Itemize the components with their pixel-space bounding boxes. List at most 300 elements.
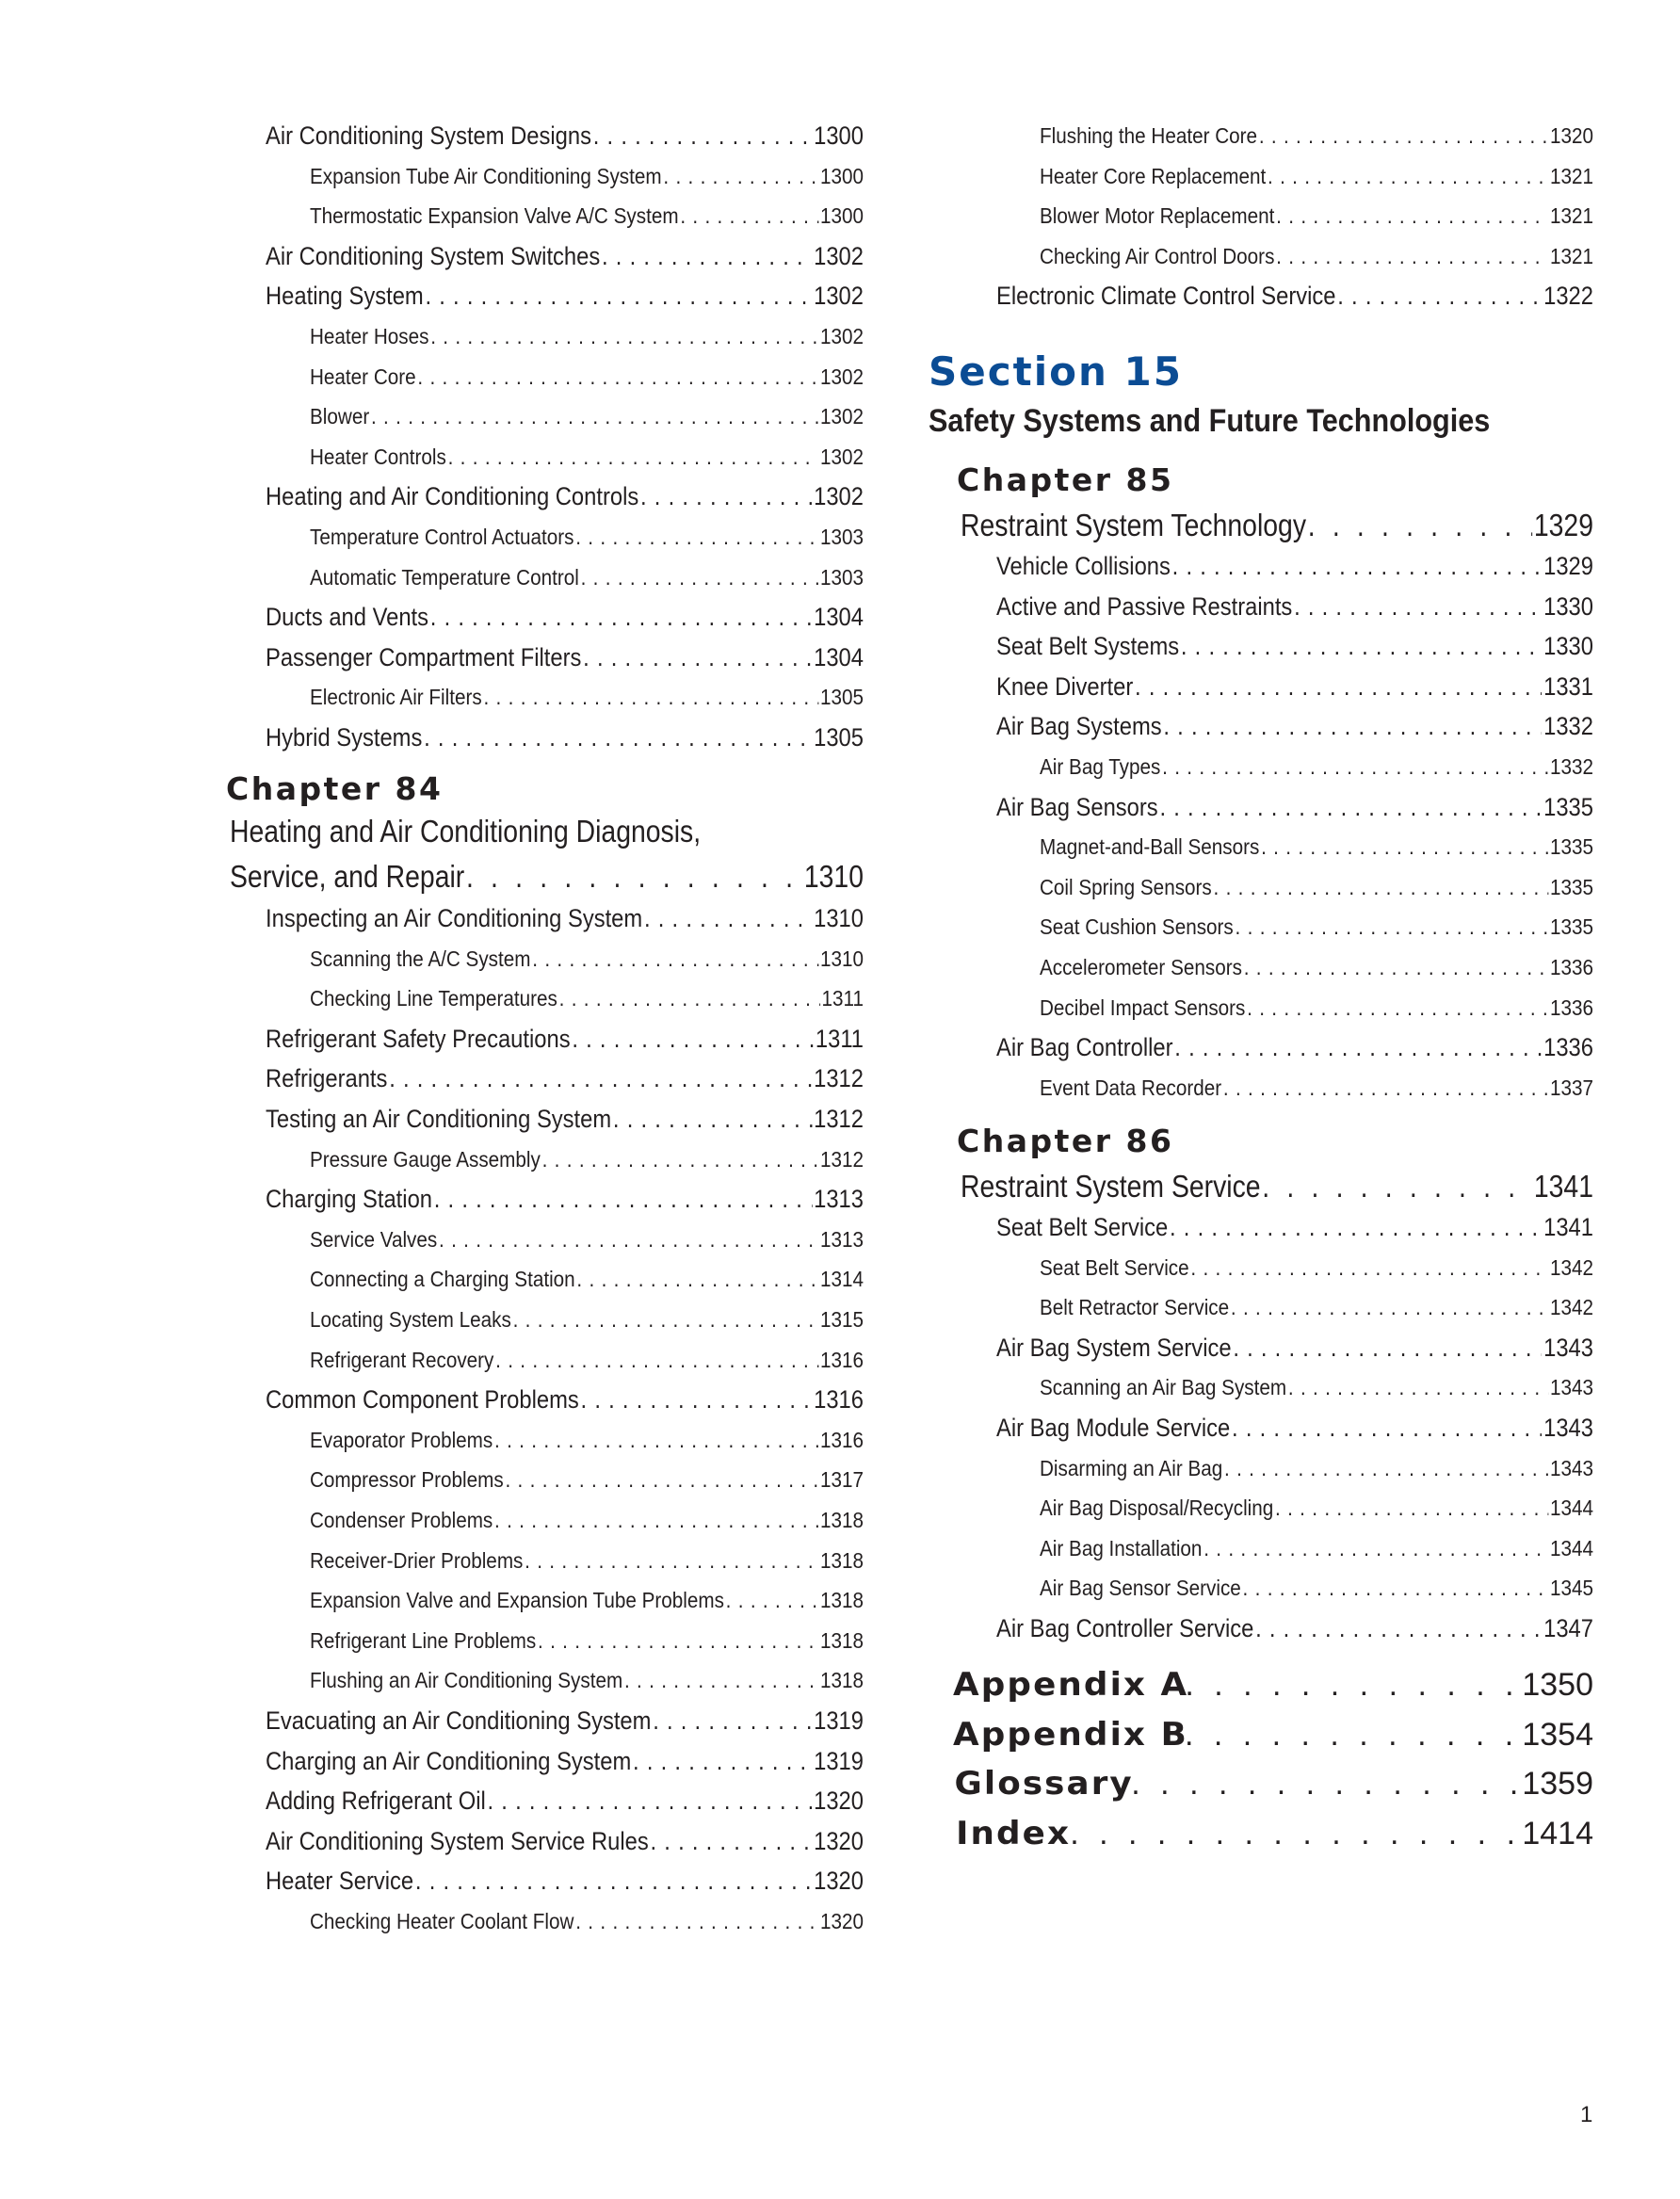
toc-entry-title: Checking Heater Coolant Flow	[310, 1909, 574, 1933]
toc-entry[interactable]	[310, 1340, 864, 1380]
toc-entry[interactable]	[1040, 196, 1593, 235]
toc-entry-page: 1318	[819, 1627, 864, 1653]
dot-leader	[1185, 1715, 1520, 1754]
back-matter-appendix-a[interactable]	[953, 1665, 1593, 1705]
toc-entry-page: 1320	[814, 1867, 864, 1896]
toc-entry[interactable]	[310, 1420, 864, 1460]
toc-entry-page: 1320	[1549, 123, 1593, 148]
toc-entry[interactable]	[996, 787, 1593, 827]
dot-leader	[1163, 706, 1542, 746]
toc-entry-page: 1329	[1543, 552, 1593, 580]
toc-entry[interactable]	[266, 1701, 864, 1740]
dot-leader	[633, 1741, 812, 1781]
toc-entry-title: Receiver-Drier Problems	[310, 1547, 524, 1573]
toc-entry-page: 1337	[1549, 1075, 1593, 1100]
back-matter-glossary[interactable]	[954, 1764, 1593, 1803]
toc-entry[interactable]	[310, 1500, 864, 1540]
toc-entry-title: Scanning an Air Bag System	[1040, 1375, 1287, 1400]
dot-leader	[488, 1781, 813, 1820]
toc-entry-title: Evaporator Problems	[310, 1427, 493, 1452]
toc-entry-title: Heater Service	[266, 1867, 414, 1896]
dot-leader	[532, 939, 818, 978]
dot-leader	[494, 1500, 818, 1540]
toc-entry-title: Electronic Air Filters	[310, 685, 482, 710]
dot-leader	[1268, 156, 1548, 196]
toc-entry[interactable]	[266, 1019, 864, 1059]
dot-leader	[495, 1340, 818, 1380]
dot-leader	[1174, 1027, 1542, 1067]
toc-entry-page: 1336	[1549, 994, 1593, 1020]
dot-leader	[542, 1140, 819, 1179]
toc-entry[interactable]	[1040, 1568, 1593, 1608]
toc-entry-page: 1345	[1549, 1576, 1593, 1601]
chapter-85-heading: Chapter 85	[957, 461, 1174, 498]
toc-entry-page: 1347	[1543, 1614, 1593, 1642]
toc-entry-title: Expansion Valve and Expansion Tube Problems	[310, 1588, 724, 1613]
toc-entry-title: Active and Passive Restraints	[996, 591, 1293, 621]
toc-entry[interactable]	[266, 1380, 864, 1419]
toc-entry-title: Evacuating an Air Conditioning System	[266, 1706, 652, 1735]
dot-leader	[1276, 196, 1548, 235]
toc-entry[interactable]	[310, 1580, 864, 1620]
dot-leader	[593, 116, 813, 155]
toc-entry-title: Coil Spring Sensors	[1040, 874, 1212, 899]
toc-entry-title: Ducts and Vents	[266, 603, 429, 632]
section-15-title: Safety Systems and Future Technologies	[929, 403, 1491, 439]
toc-entry-title: Air Bag System Service	[996, 1333, 1232, 1362]
toc-entry-page: 1303	[819, 564, 864, 590]
toc-entry-page: 1320	[814, 1826, 864, 1855]
toc-entry-title: Blower Motor Replacement	[1040, 203, 1275, 229]
dot-leader	[439, 1220, 818, 1259]
toc-entry-page: 1350	[1522, 1667, 1593, 1703]
dot-leader	[1244, 947, 1549, 987]
dot-leader	[575, 1901, 818, 1941]
toc-entry-page: 1304	[814, 603, 864, 632]
toc-entry-title: Decibel Impact Sensors	[1040, 994, 1246, 1020]
toc-entry-title: Refrigerants	[266, 1064, 388, 1093]
toc-entry[interactable]	[310, 677, 864, 717]
toc-entry[interactable]	[310, 978, 864, 1018]
toc-entry-title: Electronic Climate Control Service	[996, 282, 1336, 311]
toc-entry-page: 1332	[1543, 712, 1593, 741]
toc-entry-title: Heater Core	[310, 364, 416, 389]
toc-entry-title: Pressure Gauge Assembly	[310, 1146, 541, 1172]
toc-entry-page: 1321	[1549, 243, 1593, 268]
dot-leader	[613, 1099, 812, 1139]
toc-entry-page: 1330	[1543, 591, 1593, 621]
toc-entry-page: 1335	[1549, 834, 1593, 860]
toc-entry-title: Passenger Compartment Filters	[266, 642, 582, 671]
dot-leader	[1190, 1248, 1548, 1287]
dot-leader	[640, 477, 812, 516]
toc-entry-page: 1302	[819, 324, 864, 348]
dot-leader	[644, 898, 812, 938]
toc-entry[interactable]	[1040, 156, 1593, 196]
dot-leader	[430, 597, 813, 637]
dot-leader	[1236, 907, 1549, 946]
toc-entry-page: 1342	[1549, 1254, 1593, 1280]
section-15-heading: Section 15	[929, 348, 1183, 395]
toc-entry[interactable]	[266, 276, 864, 315]
dot-leader	[1276, 236, 1548, 276]
toc-entry-page: 1342	[1549, 1295, 1593, 1320]
toc-entry[interactable]	[1040, 1248, 1593, 1287]
toc-entry[interactable]	[310, 1621, 864, 1660]
toc-entry-title: Seat Belt Service	[996, 1213, 1169, 1241]
toc-entry-page: 1354	[1522, 1716, 1593, 1753]
toc-entry-page: 1318	[819, 1508, 864, 1532]
toc-entry[interactable]	[310, 1901, 864, 1941]
page-number: 1	[1580, 2102, 1593, 2127]
toc-entry-page: 1320	[819, 1909, 864, 1933]
toc-entry[interactable]	[310, 196, 864, 235]
dot-leader	[1185, 1665, 1520, 1705]
toc-entry-page: 1319	[814, 1746, 864, 1775]
toc-entry-page: 1305	[819, 685, 864, 710]
toc-entry[interactable]	[1040, 988, 1593, 1027]
toc-entry[interactable]	[1040, 827, 1593, 866]
toc-entry[interactable]	[310, 396, 864, 436]
toc-entry-page: 1302	[814, 241, 864, 270]
toc-entry-title: Refrigerant Recovery	[310, 1347, 494, 1372]
toc-entry[interactable]	[996, 276, 1593, 315]
toc-entry[interactable]	[996, 546, 1593, 586]
toc-entry-page: 1310	[814, 904, 864, 932]
toc-entry-page: 1314	[819, 1267, 864, 1292]
dot-leader	[1223, 1068, 1548, 1108]
toc-entry-title: Air Bag Module Service	[996, 1414, 1231, 1442]
dot-leader	[581, 558, 819, 597]
dot-leader	[1243, 1568, 1549, 1608]
toc-entry[interactable]	[1040, 1488, 1593, 1528]
toc-entry-title: Appendix B	[953, 1715, 1188, 1754]
dot-leader	[1288, 1367, 1548, 1407]
toc-entry-title: Index	[956, 1814, 1072, 1852]
toc-entry-page: 1332	[1549, 754, 1593, 779]
toc-entry-title: Air Bag Disposal/Recycling	[1040, 1496, 1274, 1521]
toc-entry-page: 1316	[814, 1385, 864, 1415]
toc-entry[interactable]	[266, 638, 864, 677]
toc-entry-page: 1336	[1549, 955, 1593, 979]
toc-entry-page: 1305	[814, 723, 864, 752]
toc-entry[interactable]	[1040, 907, 1593, 946]
dot-leader	[505, 1460, 818, 1499]
toc-entry-title: Air Conditioning System Switches	[266, 241, 601, 270]
toc-entry-title: Glossary	[954, 1765, 1134, 1803]
toc-entry[interactable]	[266, 1741, 864, 1781]
toc-entry[interactable]	[1040, 116, 1593, 155]
toc-entry-page: 1310	[803, 859, 864, 894]
toc-entry[interactable]	[266, 718, 864, 757]
toc-entry[interactable]	[996, 1408, 1593, 1447]
toc-entry[interactable]	[266, 1781, 864, 1820]
dot-leader	[415, 1861, 812, 1900]
toc-entry[interactable]	[996, 587, 1593, 626]
toc-entry-title: Refrigerant Safety Precautions	[266, 1024, 571, 1053]
toc-entry[interactable]	[1040, 947, 1593, 987]
dot-leader	[1070, 1814, 1520, 1853]
dot-leader	[513, 1300, 819, 1339]
toc-entry-page: 1343	[1543, 1333, 1593, 1362]
toc-entry-title: Connecting a Charging Station	[310, 1267, 575, 1292]
toc-entry[interactable]	[996, 706, 1593, 746]
dot-leader	[1231, 1287, 1548, 1327]
toc-entry-page: 1318	[819, 1547, 864, 1573]
toc-entry[interactable]	[310, 517, 864, 557]
toc-entry[interactable]	[310, 1259, 864, 1299]
dot-leader	[663, 156, 818, 196]
dot-leader	[572, 1019, 814, 1059]
dot-leader	[1170, 1207, 1542, 1247]
dot-leader	[1275, 1488, 1548, 1528]
toc-entry-page: 1312	[814, 1105, 864, 1133]
toc-entry-page: 1343	[1549, 1375, 1593, 1400]
toc-entry-page: 1302	[819, 404, 864, 429]
toc-entry-title: Common Component Problems	[266, 1385, 579, 1415]
dot-leader	[1261, 827, 1548, 866]
toc-entry-title: Service, and Repair	[230, 859, 465, 894]
toc-entry-page: 1344	[1549, 1496, 1593, 1521]
dot-leader	[1181, 626, 1542, 666]
toc-entry-title: Air Bag Controller	[996, 1033, 1173, 1062]
dot-leader	[583, 638, 812, 677]
toc-entry[interactable]	[1040, 236, 1593, 276]
toc-entry-page: 1315	[819, 1307, 864, 1332]
toc-entry-title: Heating and Air Conditioning Controls	[266, 482, 639, 511]
toc-entry-page: 1318	[819, 1668, 864, 1693]
dot-leader	[425, 276, 812, 315]
toc-entry[interactable]	[996, 1328, 1593, 1367]
dot-leader	[602, 236, 812, 276]
toc-entry-page: 1303	[819, 525, 864, 549]
toc-entry[interactable]	[310, 1140, 864, 1179]
dot-leader	[1294, 587, 1542, 626]
toc-entry-page: 1313	[814, 1185, 864, 1214]
toc-entry-title: Air Conditioning System Service Rules	[266, 1826, 649, 1855]
toc-entry-page: 1312	[814, 1064, 864, 1093]
dot-leader	[1255, 1609, 1542, 1648]
dot-leader	[417, 357, 818, 396]
dot-leader	[1159, 787, 1542, 827]
toc-entry-page: 1341	[1543, 1213, 1593, 1241]
toc-entry-page: 1318	[819, 1588, 864, 1613]
toc-entry[interactable]	[310, 437, 864, 477]
toc-entry-title: Heater Core Replacement	[1040, 163, 1267, 188]
toc-entry-page: 1335	[1543, 792, 1593, 821]
toc-entry-title: Expansion Tube Air Conditioning System	[310, 163, 662, 188]
toc-entry-title: Air Conditioning System Designs	[266, 121, 592, 150]
toc-entry[interactable]	[996, 1609, 1593, 1648]
dot-leader	[525, 1541, 818, 1580]
toc-entry-title: Blower	[310, 404, 370, 429]
toc-entry-page: 1300	[814, 121, 864, 150]
dot-leader	[1224, 1448, 1548, 1488]
dot-leader	[680, 196, 818, 235]
toc-entry-title: Knee Diverter	[996, 671, 1134, 701]
toc-entry[interactable]	[1040, 1068, 1593, 1108]
toc-entry-page: 1312	[819, 1146, 864, 1172]
toc-entry[interactable]	[310, 1660, 864, 1700]
toc-entry-title: Air Bag Sensors	[996, 792, 1158, 821]
toc-entry[interactable]	[266, 1821, 864, 1861]
toc-entry-title: Appendix A	[953, 1666, 1189, 1704]
dot-leader	[624, 1660, 818, 1700]
toc-entry-page: 1343	[1549, 1455, 1593, 1480]
dot-leader	[1308, 506, 1532, 545]
dot-leader	[726, 1580, 819, 1620]
toc-entry-page: 1331	[1543, 671, 1593, 701]
toc-entry-title: Condenser Problems	[310, 1508, 493, 1532]
chapter-86-heading: Chapter 86	[957, 1123, 1174, 1159]
toc-entry[interactable]	[310, 156, 864, 196]
toc-entry[interactable]	[266, 1059, 864, 1098]
toc-entry-title: Restraint System Technology	[961, 508, 1307, 542]
toc-entry-page: 1329	[1533, 508, 1593, 542]
toc-entry-title: Seat Cushion Sensors	[1040, 914, 1234, 940]
toc-entry-page: 1319	[814, 1706, 864, 1735]
back-matter-index[interactable]	[956, 1814, 1593, 1853]
toc-entry-title: Checking Line Temperatures	[310, 986, 557, 1011]
toc-entry[interactable]	[1040, 1287, 1593, 1327]
toc-entry-page: 1311	[821, 986, 864, 1011]
dot-leader	[559, 978, 820, 1018]
chapter-84-title[interactable]	[230, 857, 864, 897]
dot-leader	[1162, 747, 1548, 786]
toc-entry[interactable]	[310, 1300, 864, 1339]
toc-entry-title: Flushing the Heater Core	[1040, 123, 1258, 148]
toc-entry-title: Heater Controls	[310, 444, 446, 469]
dot-leader	[576, 1259, 818, 1299]
toc-entry[interactable]	[266, 1861, 864, 1900]
toc-entry[interactable]	[996, 1207, 1593, 1247]
toc-entry[interactable]	[310, 939, 864, 978]
toc-entry-page: 1335	[1549, 874, 1593, 899]
dot-leader	[538, 1621, 818, 1660]
toc-entry[interactable]	[266, 477, 864, 516]
toc-entry-page: 1302	[814, 282, 864, 311]
dot-leader	[1131, 1764, 1520, 1803]
toc-entry-title: Checking Air Control Doors	[1040, 243, 1275, 268]
dot-leader	[430, 316, 818, 356]
chapter-84-heading: Chapter 84	[226, 770, 444, 807]
toc-entry-title: Inspecting an Air Conditioning System	[266, 904, 643, 932]
toc-entry[interactable]	[266, 1099, 864, 1139]
dot-leader	[466, 857, 802, 897]
toc-entry[interactable]	[1040, 1528, 1593, 1568]
dot-leader	[1337, 276, 1542, 315]
dot-leader	[653, 1701, 812, 1740]
toc-entry[interactable]	[310, 1220, 864, 1259]
toc-entry-title: Seat Belt Service	[1040, 1254, 1189, 1280]
dot-leader	[434, 1179, 813, 1219]
toc-entry[interactable]	[310, 357, 864, 396]
dot-leader	[1232, 1408, 1542, 1447]
back-matter-appendix-b[interactable]	[953, 1715, 1593, 1754]
toc-entry-page: 1322	[1543, 282, 1593, 311]
toc-entry-title: Scanning the A/C System	[310, 946, 531, 971]
toc-entry[interactable]	[1040, 867, 1593, 907]
toc-entry-page: 1344	[1549, 1535, 1593, 1560]
dot-leader	[650, 1821, 812, 1861]
toc-entry-page: 1317	[819, 1467, 864, 1493]
dot-leader	[1214, 867, 1549, 907]
toc-entry-page: 1302	[814, 482, 864, 511]
dot-leader	[1233, 1328, 1542, 1367]
toc-entry-page: 1300	[819, 203, 864, 229]
toc-entry[interactable]	[1040, 1367, 1593, 1407]
toc-entry-page: 1316	[819, 1347, 864, 1372]
chapter-86-title[interactable]	[961, 1167, 1593, 1206]
toc-entry[interactable]	[266, 898, 864, 938]
toc-entry[interactable]	[996, 626, 1593, 666]
toc-entry[interactable]	[266, 116, 864, 155]
toc-entry-title: Heating System	[266, 282, 424, 311]
toc-entry-title: Flushing an Air Conditioning System	[310, 1668, 623, 1693]
chapter-84-title-line1: Heating and Air Conditioning Diagnosis,	[230, 814, 702, 849]
dot-leader	[371, 396, 818, 436]
toc-entry[interactable]	[1040, 747, 1593, 786]
toc-entry-title: Charging Station	[266, 1185, 433, 1214]
toc-entry[interactable]	[996, 1027, 1593, 1067]
toc-entry-page: 1359	[1522, 1766, 1593, 1803]
toc-entry-title: Air Bag Systems	[996, 712, 1162, 741]
toc-entry-page: 1330	[1543, 632, 1593, 661]
dot-leader	[494, 1420, 818, 1460]
toc-entry-title: Belt Retractor Service	[1040, 1295, 1230, 1320]
toc-entry[interactable]	[1040, 1448, 1593, 1488]
toc-entry-title: Disarming an Air Bag	[1040, 1455, 1223, 1480]
toc-entry[interactable]	[266, 1179, 864, 1219]
toc-entry-title: Seat Belt Systems	[996, 632, 1180, 661]
toc-entry[interactable]	[310, 316, 864, 356]
toc-entry[interactable]	[996, 667, 1593, 706]
dot-leader	[1259, 116, 1548, 155]
toc-entry-title: Refrigerant Line Problems	[310, 1627, 537, 1653]
toc-entry-title: Temperature Control Actuators	[310, 525, 574, 549]
toc-entry-title: Air Bag Sensor Service	[1040, 1576, 1241, 1601]
toc-entry-title: Air Bag Installation	[1040, 1535, 1203, 1560]
toc-entry-title: Compressor Problems	[310, 1467, 504, 1493]
toc-entry-page: 1321	[1549, 203, 1593, 229]
toc-entry-page: 1316	[819, 1427, 864, 1452]
toc-entry[interactable]	[310, 1460, 864, 1499]
toc-entry-page: 1343	[1543, 1414, 1593, 1442]
toc-entry-title: Service Valves	[310, 1226, 438, 1252]
toc-entry[interactable]	[266, 597, 864, 637]
dot-leader	[1203, 1528, 1548, 1568]
toc-entry-title: Heater Hoses	[310, 324, 429, 348]
toc-entry-title: Magnet-and-Ball Sensors	[1040, 834, 1260, 860]
toc-entry-title: Air Bag Types	[1040, 754, 1161, 779]
dot-leader	[483, 677, 818, 717]
dot-leader	[581, 1380, 813, 1419]
dot-leader	[1247, 988, 1548, 1027]
toc-entry[interactable]	[310, 558, 864, 597]
dot-leader	[389, 1059, 812, 1098]
toc-entry-page: 1414	[1522, 1815, 1593, 1851]
toc-entry-title: Air Bag Controller Service	[996, 1614, 1254, 1642]
dot-leader	[575, 517, 818, 557]
dot-leader	[424, 718, 812, 757]
toc-entry-page: 1302	[819, 444, 864, 469]
toc-entry-page: 1311	[815, 1024, 864, 1053]
chapter-85-title[interactable]	[961, 506, 1593, 545]
toc-entry-title: Vehicle Collisions	[996, 552, 1171, 580]
toc-entry-page: 1320	[814, 1787, 864, 1816]
toc-entry[interactable]	[266, 236, 864, 276]
toc-entry[interactable]	[310, 1541, 864, 1580]
